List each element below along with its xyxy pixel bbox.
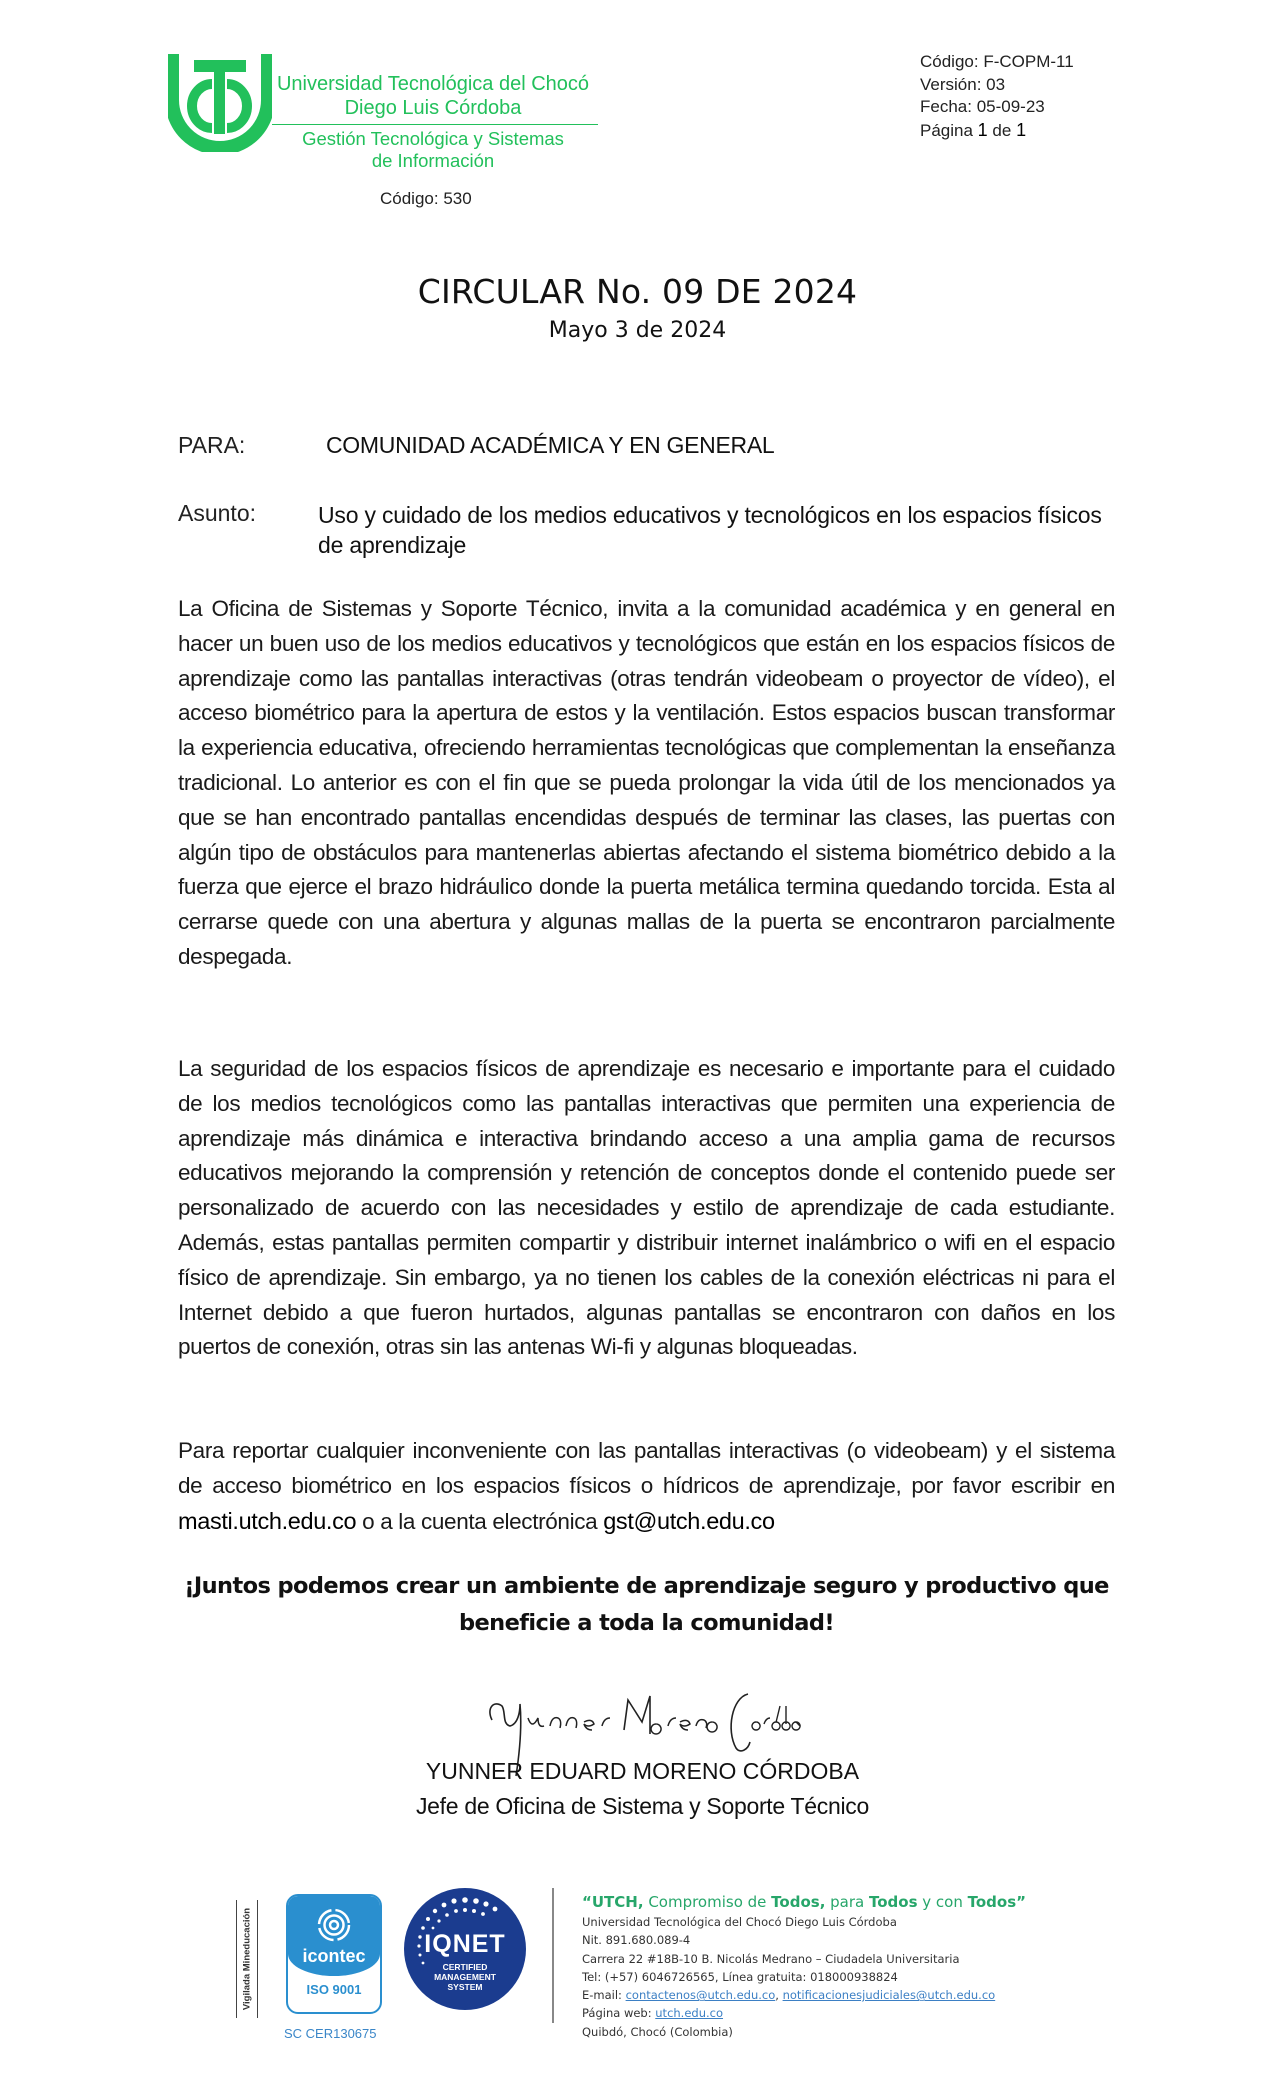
iqnet-logo xyxy=(404,1888,526,2010)
logo-divider xyxy=(272,124,598,125)
footer-university: Universidad Tecnológica del Chocó Diego Luis Córdoba xyxy=(582,1915,897,1929)
closing-slogan: ¡Juntos podemos crear un ambiente de aprendizaje seguro y productivo que beneficie a toda la comunidad! xyxy=(184,1573,1109,1636)
email-contactenos-link[interactable]: contactenos@utch.edu.co xyxy=(625,1988,776,2003)
utch-logo-icon xyxy=(168,52,272,152)
document-date: Mayo 3 de 2024 xyxy=(548,318,727,343)
signer-name: YUNNER EDUARD MORENO CÓRDOBA xyxy=(425,1758,860,1784)
motto-part-3: y con xyxy=(917,1893,968,1911)
de-label: de xyxy=(992,120,1012,140)
motto-todos-2: Todos xyxy=(869,1893,918,1911)
para-value: COMUNIDAD ACADÉMICA Y EN GENERAL xyxy=(326,432,775,458)
meta-pagina xyxy=(920,119,1074,143)
pagina-total: 1 xyxy=(1016,119,1027,140)
body-paragraph-1: La Oficina de Sistemas y Soporte Técnico, invita a la comunidad académica y en general en hacer un buen uso de los medios educativos y tecnológicos que están en los espacios físicos de aprendizaje como las pantallas interactivas (otras tendrán videobeam o proyector de vídeo), el acceso biométrico para la apertura de estos y la ventilación. Estos espacios buscan transformar la experiencia educativa, ofreciendo herramientas tecnológicas que complementan la enseñanza tradicional. Lo anterior es con el fin que se pueda prolongar la vida útil de los mencionados ya que se han encontrado pantallas encendidas después de terminar las clases, las puertas con algún tipo de obstáculos para mantenerlas abiertas afectando el sistema biométrico debido a la fuerza que ejerce el brazo hidráulico donde la puerta metálica termina quedando torcida. Esta al cerrarse quede con una abertura y algunas mallas de la puerta se encontraron parcialmente despegada. xyxy=(178,596,1115,969)
icontec-ring-icon xyxy=(317,1908,351,1942)
motto-todos-1: Todos, xyxy=(771,1893,826,1911)
footer-city: Quibdó, Chocó (Colombia) xyxy=(582,2024,733,2039)
university-name-line1: Universidad Tecnológica del Chocó xyxy=(276,73,590,95)
meta-version: Versión: 03 xyxy=(920,74,1006,94)
footer-divider xyxy=(552,1888,554,2023)
motto-quote-open: “ xyxy=(582,1893,592,1911)
footer-address: Carrera 22 #18B-10 B. Nicolás Medrano – Ciudadela Universitaria xyxy=(582,1951,960,1966)
department-code: Código: 530 xyxy=(380,189,472,208)
email-notificaciones-link[interactable]: notificacionesjudiciales@utch.edu.co xyxy=(782,1988,996,2003)
signer-role: Jefe de Oficina de Sistema y Soporte Técnico xyxy=(415,1793,869,1819)
meta-codigo: Código: F-COPM-11 xyxy=(920,52,1074,71)
motto-part-2: para xyxy=(825,1893,869,1911)
body-paragraph-3 xyxy=(178,1434,1115,1539)
footer-nit: Nit. 891.680.089-4 xyxy=(582,1933,691,1948)
icontec-brand: icontec xyxy=(302,1946,366,1966)
pagina-label: Página xyxy=(920,120,973,140)
icontec-logo xyxy=(286,1894,382,2014)
body-paragraph-2: La seguridad de los espacios físicos de aprendizaje es necesario e importante para el cuidado de los medios tecnológicos como las pantallas interactivas que permiten una experiencia de aprendizaje más dinámica e interactiva brindando acceso a una amplia gama de recursos educativos mejorando la comprensión y retención de conceptos donde el contenido puede ser personalizado de acuerdo con las necesidades y estilo de aprendizaje de cada estudiante. Además, estas pantallas permiten compartir y distribuir internet inalámbrico o wifi en el espacio físico de aprendizaje. Sin embargo, ya no tienen los cables de la conexión eléctricas ni para el Internet debido a que fueron hurtados, algunas pantallas se encontraron con daños en los puertos de conexión, otras sin las antenas Wi-fi y algunas bloqueadas. xyxy=(178,1056,1115,1360)
vigilada-text: Vigilada Mineducación xyxy=(241,1907,253,2011)
iqnet-sub-1: CERTIFIED xyxy=(442,1962,488,1972)
document-meta xyxy=(920,51,1074,142)
iqnet-sub-2: MANAGEMENT xyxy=(434,1972,496,1982)
asunto-value: Uso y cuidado de los medios educativos y tecnológicos en los espacios físicos de aprendizaje xyxy=(318,502,1102,558)
iqnet-name: IQNET xyxy=(424,1930,506,1958)
website-link[interactable]: utch.edu.co xyxy=(655,2006,724,2021)
iqnet-subtitle xyxy=(404,1962,526,1992)
institution-name xyxy=(268,72,598,172)
department-name-line1: Gestión Tecnológica y Sistemas xyxy=(302,128,564,149)
paragraph-3-middle: o a la cuenta electrónica xyxy=(356,1508,604,1534)
motto-quote-close: ” xyxy=(1016,1893,1027,1911)
iqnet-sub-3: SYSTEM xyxy=(447,1982,483,1992)
footer-tel: Tel: (+57) 6046726565, Línea gratuita: 018000938824 xyxy=(582,1969,898,1984)
asunto-label: Asunto: xyxy=(178,500,256,526)
email-separator: , xyxy=(775,1988,783,2003)
web-label: Página web: xyxy=(582,2006,656,2021)
paragraph-3-text: Para reportar cualquier inconveniente con las pantallas interactivas (o videobeam) y el sistema de acceso biométrico en los espacios físicos o hídricos de aprendizaje, por favor escribir en xyxy=(178,1438,1115,1498)
motto-part-1: Compromiso de xyxy=(643,1893,772,1911)
pagina-number: 1 xyxy=(977,119,988,140)
motto-utch: UTCH, xyxy=(591,1893,644,1911)
footer-motto xyxy=(582,1892,1026,1912)
email-label: E-mail: xyxy=(582,1988,626,2003)
motto-todos-3: Todos xyxy=(967,1893,1017,1911)
certificate-code: SC CER130675 xyxy=(284,2026,377,2041)
footer-contact xyxy=(582,1892,1026,2041)
footer-web xyxy=(582,2004,1026,2022)
department-name-line2: de Información xyxy=(371,150,495,171)
para-label: PARA: xyxy=(178,432,246,458)
iso-label: ISO 9001 xyxy=(306,1982,362,1997)
vigilada-mineducacion-badge xyxy=(236,1900,258,2018)
report-email-link[interactable]: gst@utch.edu.co xyxy=(603,1507,775,1534)
meta-fecha: Fecha: 05-09-23 xyxy=(920,97,1045,116)
page-title: CIRCULAR No. 09 DE 2024 xyxy=(417,272,858,311)
footer-email xyxy=(582,1986,1026,2004)
report-site-link[interactable]: masti.utch.edu.co xyxy=(178,1507,357,1534)
university-name-line2: Diego Luis Córdoba xyxy=(344,97,522,119)
